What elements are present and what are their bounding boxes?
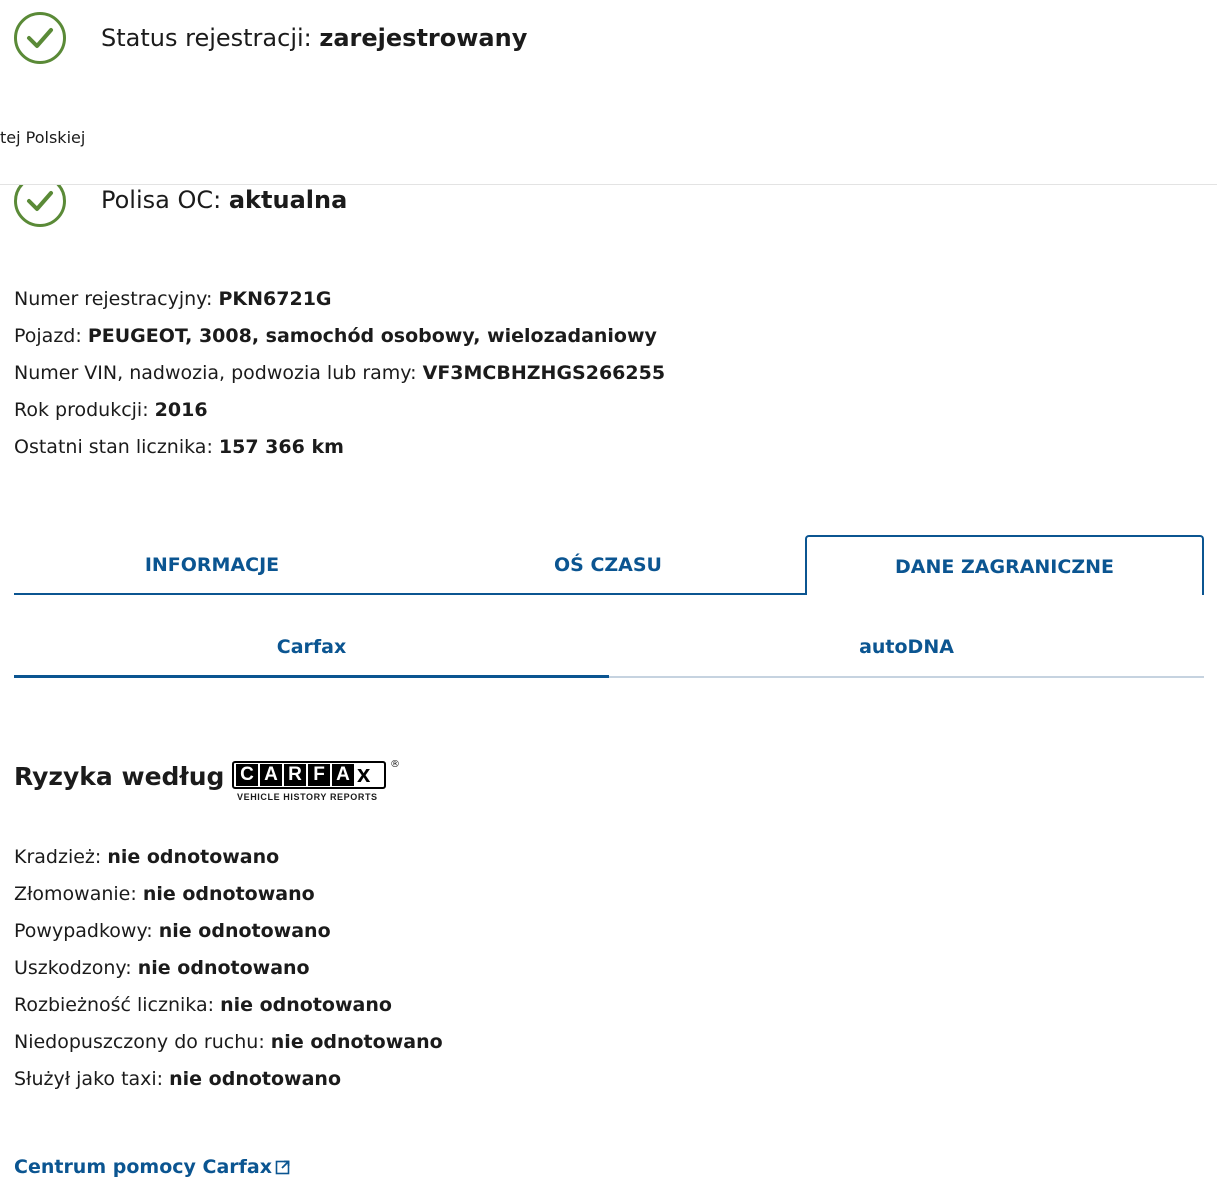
subtab-carfax[interactable]: Carfax xyxy=(276,636,347,658)
carfax-logo-letter: A xyxy=(332,764,354,786)
risk-item-value: nie odnotowano xyxy=(137,957,310,979)
carfax-help-link-row[interactable] xyxy=(14,1156,291,1178)
vehicle-info-value: PKN6721G xyxy=(218,288,332,310)
risk-item-value: nie odnotowano xyxy=(220,994,392,1016)
carfax-logo-x: x xyxy=(357,761,371,788)
carfax-logo-letter: A xyxy=(260,764,282,786)
risk-item-value: nie odnotowano xyxy=(270,1031,443,1053)
subtab-autodna[interactable]: autoDNA xyxy=(859,636,954,658)
tab-os-czasu[interactable]: OŚ CZASU xyxy=(554,554,662,576)
vehicle-info-label: Rok produkcji: xyxy=(14,399,149,421)
vehicle-info-value: PEUGEOT, 3008, samochód osobowy, wielozadaniowy xyxy=(87,325,657,347)
subtab-active-indicator xyxy=(14,675,609,678)
vehicle-info-label: Ostatni stan licznika: xyxy=(14,436,213,458)
registration-status-label: Status rejestracji: xyxy=(101,24,312,52)
registered-mark: ® xyxy=(390,759,400,770)
risk-item xyxy=(14,993,443,1017)
carfax-logo-letter: R xyxy=(284,764,306,786)
insurance-icon-clip xyxy=(14,185,74,235)
registration-status xyxy=(101,23,527,53)
vehicle-info-value: VF3MCBHZHGS266255 xyxy=(422,362,666,384)
risk-item-label: Złomowanie: xyxy=(14,883,137,905)
risk-item xyxy=(14,845,443,869)
risk-item xyxy=(14,882,443,906)
vehicle-info-row xyxy=(14,287,665,311)
risk-item-value: nie odnotowano xyxy=(169,1068,342,1090)
registration-status-value: zarejestrowany xyxy=(319,24,528,52)
insurance-status-label: Polisa OC: xyxy=(101,186,222,214)
risk-item xyxy=(14,919,443,943)
vehicle-info-row xyxy=(14,435,665,459)
risk-item-label: Kradzież: xyxy=(14,846,102,868)
vehicle-info-label: Pojazd: xyxy=(14,325,82,347)
subtab-inactive-line xyxy=(609,676,1204,678)
risk-item-label: Powypadkowy: xyxy=(14,920,153,942)
insurance-status-value: aktualna xyxy=(228,186,348,214)
carfax-logo-box xyxy=(232,761,386,789)
tab-dane-zagraniczne[interactable]: DANE ZAGRANICZNE xyxy=(805,535,1204,595)
risk-item-label: Uszkodzony: xyxy=(14,957,132,979)
check-circle-icon xyxy=(14,12,66,64)
vehicle-info-label: Numer VIN, nadwozia, podwozia lub ramy: xyxy=(14,362,417,384)
risk-heading: Ryzyka według xyxy=(14,762,225,791)
vehicle-info-row xyxy=(14,361,665,385)
risk-item-value: nie odnotowano xyxy=(142,883,315,905)
risk-item-label: Rozbieżność licznika: xyxy=(14,994,215,1016)
vehicle-info-row xyxy=(14,398,665,422)
breadcrumb: tej Polskiej xyxy=(0,128,86,147)
carfax-logo-letter: F xyxy=(308,764,330,786)
carfax-logo xyxy=(232,761,386,802)
vehicle-info-row xyxy=(14,324,665,348)
vehicle-info xyxy=(14,287,665,459)
external-link-icon xyxy=(275,1159,291,1175)
check-circle-icon xyxy=(14,185,66,227)
risk-item xyxy=(14,1030,443,1054)
risk-item-label: Służył jako taxi: xyxy=(14,1068,164,1090)
carfax-logo-letter: C xyxy=(236,764,258,786)
insurance-status xyxy=(101,185,347,215)
vehicle-info-label: Numer rejestracyjny: xyxy=(14,288,213,310)
risk-item-value: nie odnotowano xyxy=(158,920,331,942)
carfax-logo-subtitle: VEHICLE HISTORY REPORTS xyxy=(237,792,378,802)
risk-item xyxy=(14,956,443,980)
risk-item-label: Niedopuszczony do ruchu: xyxy=(14,1031,265,1053)
vehicle-info-value: 157 366 km xyxy=(218,436,344,458)
risk-item xyxy=(14,1067,443,1091)
tab-informacje[interactable]: INFORMACJE xyxy=(144,554,280,576)
risk-item-value: nie odnotowano xyxy=(107,846,280,868)
risk-list xyxy=(14,845,443,1091)
vehicle-info-value: 2016 xyxy=(154,399,208,421)
tabs-baseline xyxy=(14,593,806,595)
carfax-help-link[interactable]: Centrum pomocy Carfax xyxy=(14,1156,272,1178)
